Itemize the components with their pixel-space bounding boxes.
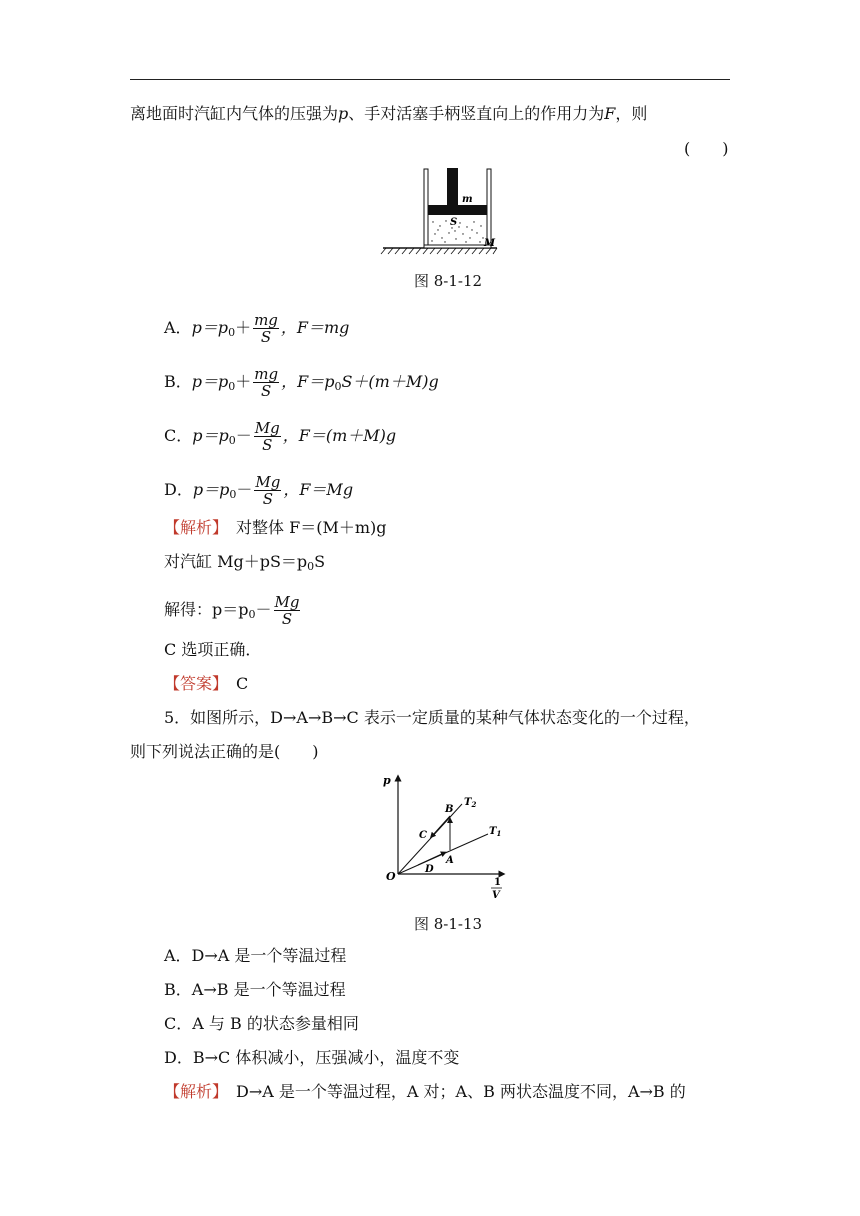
figure-cylinder	[380, 164, 500, 260]
denominator: S	[262, 436, 273, 454]
numerator: Mg	[274, 593, 300, 611]
figure-p-1V-graph	[378, 770, 508, 900]
stem-text-3: ，则	[615, 104, 648, 123]
analysis-4-line2	[164, 552, 325, 572]
label-T2: $T_2$	[464, 797, 477, 809]
analysis-text: D→A 是一个等温过程，A 对；A、B 两状态温度不同，A→B 的	[236, 1082, 686, 1101]
sign: ＋	[235, 318, 252, 337]
sign: －	[235, 426, 252, 445]
option-force: ，F＝mg	[280, 318, 350, 337]
axis-label-p: p	[383, 774, 391, 787]
option-4A	[164, 312, 349, 345]
question-5-line1: 5．如图所示，D→A→B→C 表示一定质量的某种气体状态变化的一个过程，	[164, 708, 700, 727]
label-M: M	[484, 238, 496, 249]
option-letter: D．	[164, 480, 193, 499]
option-4C	[164, 420, 396, 453]
subscript: 0	[228, 380, 236, 393]
analysis-5	[164, 1082, 686, 1102]
analysis-text: 对整体 F＝(M＋m)g	[236, 518, 387, 537]
figure-caption-8-1-13: 图 8-1-13	[413, 915, 483, 933]
option-5D: D．B→C 体积减小，压强减小，温度不变	[164, 1048, 460, 1067]
option-eq: p＝p	[191, 372, 229, 391]
option-letter: A．	[164, 318, 192, 337]
option-5B: B．A→B 是一个等温过程	[164, 980, 346, 999]
label-D: D	[425, 864, 434, 875]
stem-var-F: F	[604, 104, 616, 123]
stem-text-2: 、手对活塞手柄竖直向上的作用力为	[348, 104, 605, 123]
analysis-tag: 【解析】	[164, 1082, 221, 1101]
sign: －	[236, 480, 253, 499]
subscript: 0	[229, 488, 237, 501]
answer-blank: ( )	[684, 139, 729, 158]
label-A: A	[446, 855, 454, 866]
subscript: 0	[307, 560, 315, 573]
numerator: mg	[254, 365, 279, 383]
sign: －	[255, 600, 272, 619]
question-5-line2: 则下列说法正确的是( )	[130, 742, 319, 761]
denominator: S	[261, 382, 272, 400]
option-letter: B．	[164, 372, 192, 391]
subscript: 0	[228, 326, 236, 339]
analysis-text: 对汽缸 Mg＋pS＝p	[164, 552, 308, 571]
option-5C: C．A 与 B 的状态参量相同	[164, 1014, 359, 1033]
axis-label-x-num: 1	[494, 877, 501, 888]
denominator: S	[281, 610, 293, 628]
answer-value: C	[236, 674, 249, 693]
option-eq: p＝p	[192, 426, 229, 445]
label-m: m	[462, 194, 473, 205]
fraction	[253, 312, 279, 345]
option-force-rest: S＋(m＋M)g	[341, 372, 439, 391]
label-T1: $T_1$	[489, 826, 502, 838]
axis-label-x-den: V	[492, 890, 500, 900]
option-4D	[164, 474, 353, 507]
label-S: S	[450, 217, 458, 228]
denominator: S	[260, 328, 272, 346]
fraction	[274, 594, 301, 627]
header-rule	[130, 79, 730, 80]
analysis-text: S	[314, 552, 326, 571]
numerator: Mg	[254, 419, 280, 437]
sign: ＋	[235, 372, 252, 391]
option-5A: A．D→A 是一个等温过程	[164, 946, 347, 965]
answer-4	[164, 674, 248, 694]
origin-label: O	[386, 870, 396, 883]
option-force: ，F＝(m＋M)g	[282, 426, 397, 445]
label-B: B	[445, 804, 454, 815]
analysis-4-line1	[164, 518, 387, 538]
numerator: mg	[254, 311, 278, 329]
fraction	[254, 420, 281, 453]
answer-tag: 【答案】	[164, 674, 221, 693]
label-C: C	[419, 830, 427, 841]
question-4-stem	[130, 104, 647, 124]
subscript: 0	[228, 434, 236, 447]
option-4B	[164, 366, 439, 399]
fraction	[254, 474, 281, 507]
subscript: 0	[248, 608, 256, 621]
arrow-B-to-C	[432, 816, 450, 836]
stem-text-1: 离地面时汽缸内气体的压强为	[130, 104, 339, 123]
analysis-text: 解得：p＝p	[164, 600, 249, 619]
option-eq: p＝p	[192, 480, 230, 499]
fraction	[253, 366, 279, 399]
analysis-4-line4: C 选项正确．	[164, 640, 262, 659]
figure-caption-8-1-12: 图 8-1-12	[413, 272, 483, 290]
analysis-4-line3	[164, 594, 302, 627]
option-force: ，F＝p	[281, 372, 335, 391]
denominator: S	[262, 490, 273, 508]
subscript: 0	[334, 380, 342, 393]
option-letter: C．	[164, 426, 193, 445]
option-eq: p＝p	[191, 318, 229, 337]
numerator: Mg	[255, 473, 281, 491]
stem-var-p: p	[338, 104, 349, 123]
option-force: ，F＝Mg	[283, 480, 354, 499]
analysis-tag: 【解析】	[164, 518, 221, 537]
